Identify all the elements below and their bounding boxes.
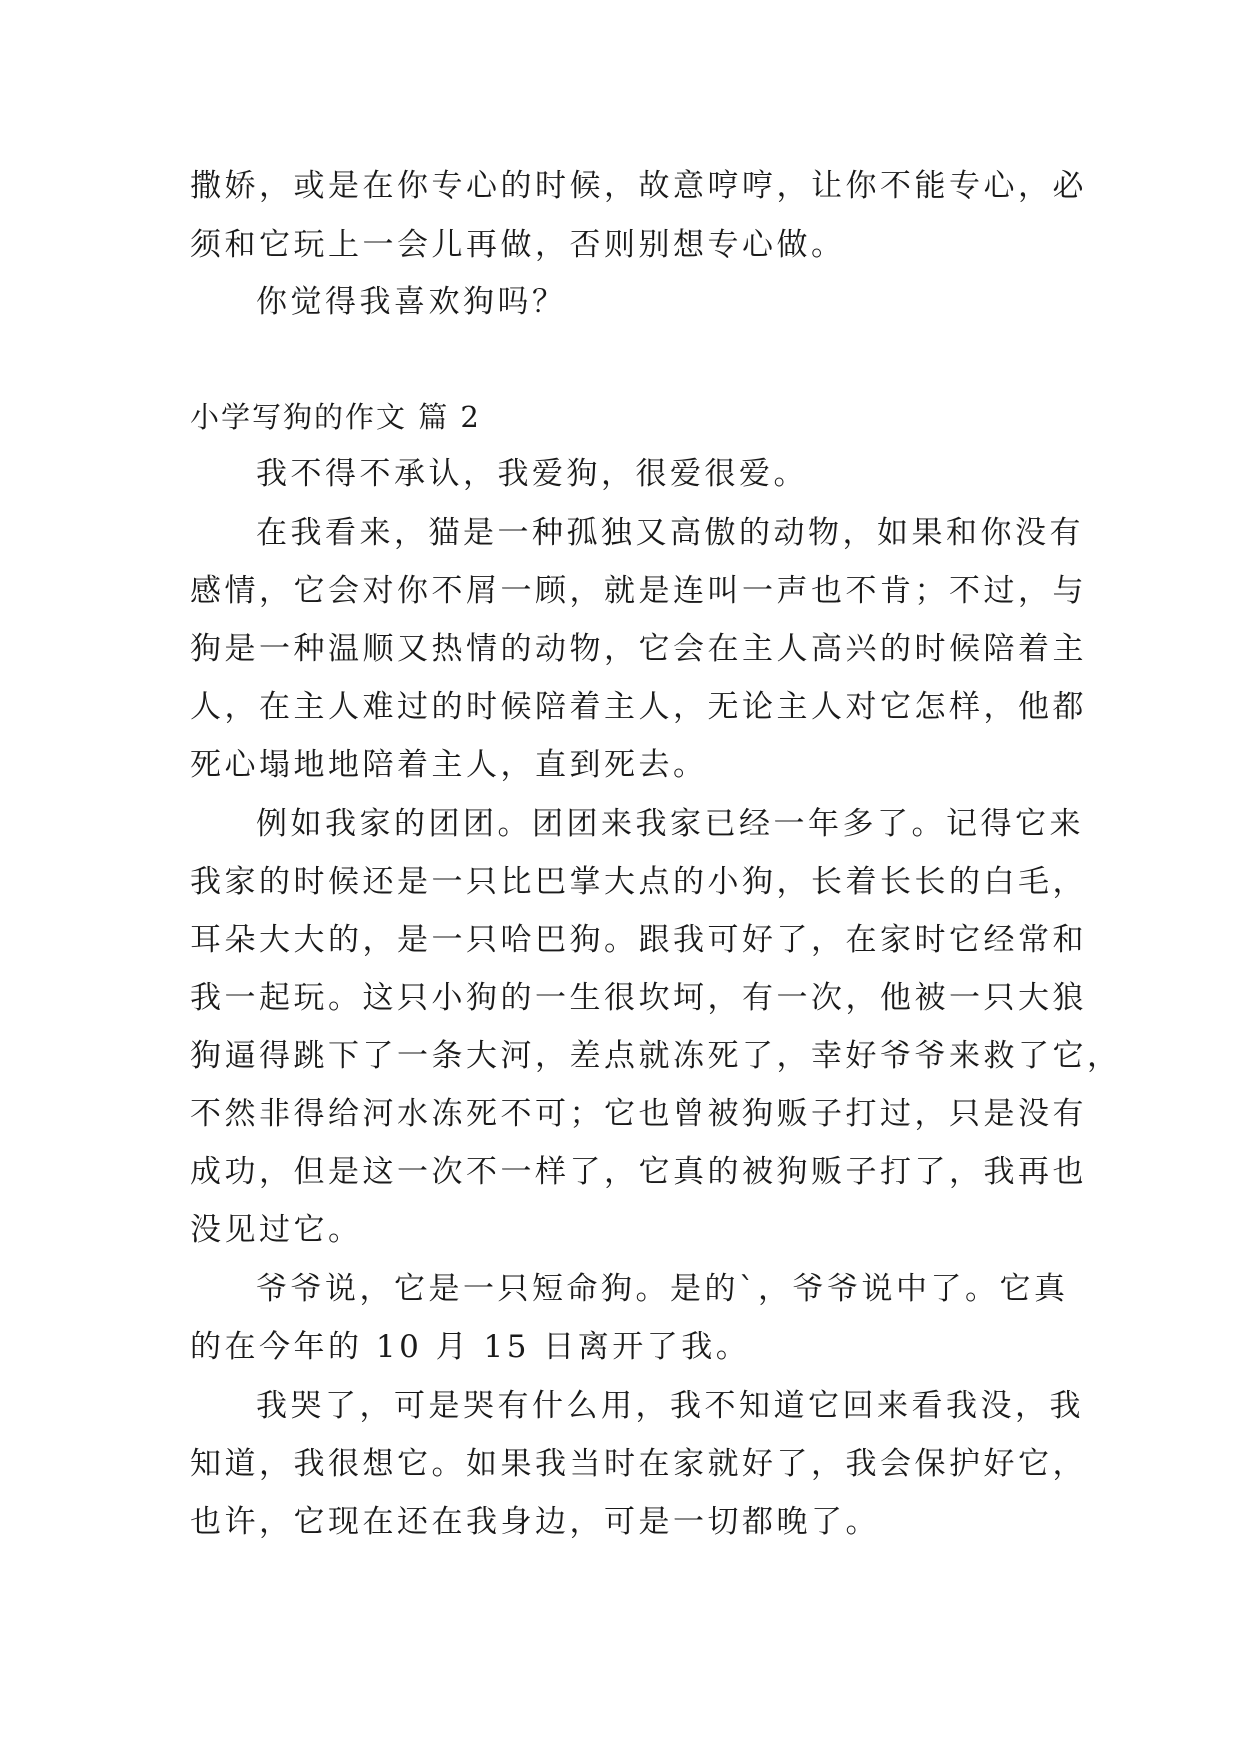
text-line: 我一起玩。这只小狗的一生很坎坷，有一次，他被一只大狼 <box>190 980 1087 1016</box>
text-line: 成功，但是这一次不一样了，它真的被狗贩子打了，我再也 <box>190 1154 1087 1190</box>
text-line: 须和它玩上一会儿再做，否则别想专心做。 <box>190 227 846 263</box>
text-line: 知道，我很想它。如果我当时在家就好了，我会保护好它， <box>190 1446 1087 1482</box>
text-line: 的在今年的 10 月 15 日离开了我。 <box>190 1329 751 1365</box>
text-line: 不然非得给河水冻死不可；它也曾被狗贩子打过，只是没有 <box>190 1096 1087 1132</box>
text-line: 我哭了，可是哭有什么用，我不知道它回来看我没，我 <box>256 1388 1084 1424</box>
text-line: 例如我家的团团。团团来我家已经一年多了。记得它来 <box>256 806 1084 842</box>
text-line: 耳朵大大的，是一只哈巴狗。跟我可好了，在家时它经常和 <box>190 922 1087 958</box>
text-line: 没见过它。 <box>190 1212 363 1248</box>
text-line: 人，在主人难过的时候陪着主人，无论主人对它怎样，他都 <box>190 689 1087 725</box>
section-heading: 小学写狗的作文 篇 2 <box>190 400 481 434</box>
text-line: 你觉得我喜欢狗吗？ <box>256 284 567 320</box>
text-line: 爷爷说，它是一只短命狗。是的`，爷爷说中了。它真 <box>256 1271 1069 1307</box>
text-line: 我家的时候还是一只比巴掌大点的小狗，长着长长的白毛， <box>190 864 1087 900</box>
text-line: 我不得不承认，我爱狗，很爱很爱。 <box>256 456 808 492</box>
text-line: 感情，它会对你不屑一顾，就是连叫一声也不肯；不过，与 <box>190 573 1087 609</box>
text-line: 也许，它现在还在我身边，可是一切都晚了。 <box>190 1504 880 1540</box>
text-line: 死心塌地地陪着主人，直到死去。 <box>190 747 708 783</box>
text-line: 在我看来，猫是一种孤独又高傲的动物，如果和你没有 <box>256 515 1084 551</box>
text-line: 狗逼得跳下了一条大河，差点就冻死了，幸好爷爷来救了它， <box>190 1038 1122 1074</box>
text-line: 撒娇，或是在你专心的时候，故意哼哼，让你不能专心，必 <box>190 168 1087 204</box>
text-line: 狗是一种温顺又热情的动物，它会在主人高兴的时候陪着主 <box>190 631 1087 667</box>
